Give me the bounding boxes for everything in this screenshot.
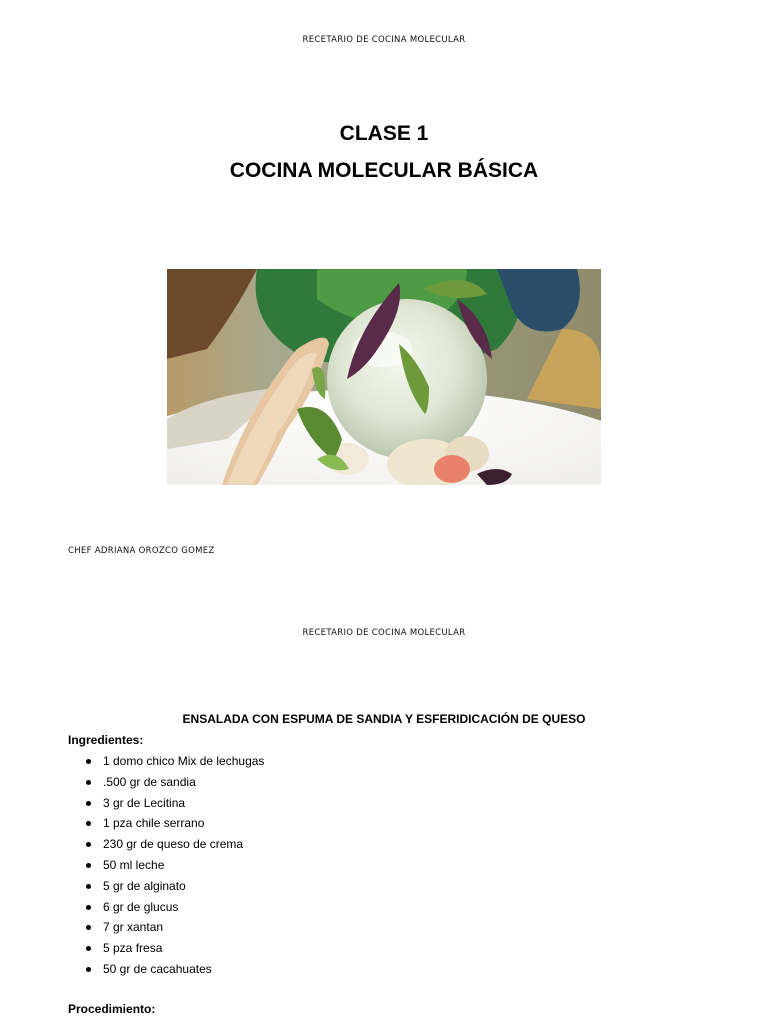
list-item: 230 gr de queso de crema xyxy=(68,837,264,858)
list-item: 1 domo chico Mix de lechugas xyxy=(68,754,264,775)
list-item: 50 gr de cacahuates xyxy=(68,962,264,983)
procedure-label: Procedimiento: xyxy=(68,1002,156,1016)
list-item: 3 gr de Lecitina xyxy=(68,796,264,817)
list-item: .500 gr de sandia xyxy=(68,775,264,796)
list-item: 5 pza fresa xyxy=(68,941,264,962)
ingredients-list xyxy=(68,754,264,983)
ingredients-label: Ingredientes: xyxy=(68,733,144,747)
running-header-2: RECETARIO DE COCINA MOLECULAR xyxy=(302,628,466,638)
dish-photo xyxy=(167,269,601,485)
list-item: 5 gr de alginato xyxy=(68,879,264,900)
list-item: 6 gr de glucus xyxy=(68,900,264,921)
list-item: 1 pza chile serrano xyxy=(68,816,264,837)
chef-name: CHEF ADRIANA OROZCO GOMEZ xyxy=(68,546,215,556)
class-subtitle: COCINA MOLECULAR BÁSICA xyxy=(229,159,539,182)
recipe-title: ENSALADA CON ESPUMA DE SANDIA Y ESFERIDICACIÓN DE QUESO xyxy=(182,712,586,726)
list-item: 7 gr xantan xyxy=(68,920,264,941)
list-item: 50 ml leche xyxy=(68,858,264,879)
running-header: RECETARIO DE COCINA MOLECULAR xyxy=(302,35,466,45)
class-title: CLASE 1 xyxy=(339,122,429,145)
